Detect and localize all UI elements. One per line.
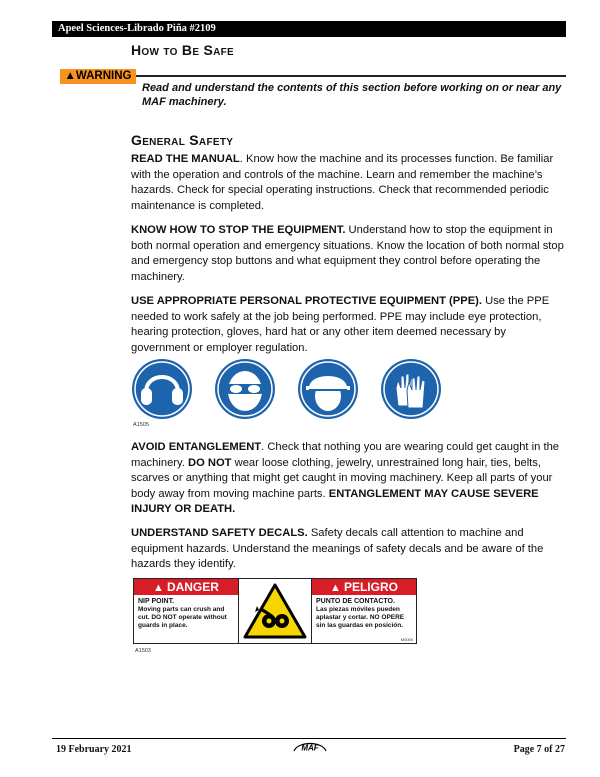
para-stop-equipment	[131, 223, 567, 285]
page-header	[52, 21, 566, 37]
warning-badge	[60, 69, 136, 84]
peligro-header	[312, 579, 416, 595]
decal-spanish	[312, 579, 416, 643]
warning-rule	[136, 75, 566, 77]
para-entanglement	[131, 440, 567, 518]
danger-header	[134, 579, 238, 595]
decal-figure-code: A1503	[135, 648, 151, 654]
maf-logo-text: MAF	[301, 743, 319, 753]
para-body: wear loose clothing, jewelry, unrestrained long hair, ties, belts, scarves or anything that might get caught in moving machinery. Keep all parts of your body away from moving machine parts.	[131, 456, 553, 500]
para-lead: READ THE MANUAL	[131, 153, 240, 165]
peligro-label: PELIGRO	[343, 580, 398, 594]
footer-date: 19 February 2021	[56, 744, 132, 755]
warning-triangle-icon: ▲	[64, 70, 76, 82]
danger-text: Moving parts can crush and cut. DO NOT operate without guards in place.	[138, 606, 227, 629]
warning-text: Read and understand the contents of this section before working on or near any MAF machinery.	[142, 82, 562, 108]
hard-hat-icon	[297, 358, 359, 420]
para-read-manual	[131, 152, 567, 214]
nip-point-hazard-icon	[239, 579, 311, 643]
para-body: Use the PPE needed to work safely at the job being performed. PPE may include eye protection, hearing protection, gloves, hard hat or any other item deemed necessary by government or employer regulation.	[131, 295, 550, 354]
para-body: . Know how the machine and its processes function. Be familiar with the operation and controls of the machine. Learn and remember the machine’s hazards. Check for special operating instructions. Check that recommended periodic maintenance is completed.	[131, 153, 554, 212]
peligro-title: PUNTO DE CONTACTO.	[316, 598, 395, 605]
decal-small-code: M0000	[400, 637, 413, 642]
hearing-protection-icon	[131, 358, 193, 420]
decal-pictogram	[238, 579, 312, 643]
header-title: Apeel Sciences-Librado Piña #2109	[58, 23, 216, 34]
para-body: Safety decals call attention to machine and equipment hazards. Understand the meanings of safety decals and be aware of the hazards they identify.	[131, 527, 544, 570]
general-safety-title: General Safety	[131, 132, 234, 148]
para-lead: AVOID ENTANGLEMENT	[131, 441, 262, 453]
para-lead: USE APPROPRIATE PERSONAL PROTECTIVE EQUIPMENT (PPE).	[131, 295, 483, 307]
danger-title: NIP POINT.	[138, 598, 175, 605]
para-body: . Check that nothing you are wearing could get caught in the machinery.	[131, 441, 560, 469]
danger-triangle-icon: ▲	[153, 582, 164, 594]
danger-label: DANGER	[166, 580, 219, 594]
do-not-text: DO NOT	[188, 456, 232, 469]
gloves-icon	[380, 358, 442, 420]
para-body: Understand how to stop the equipment in both normal operation and emergency situations. Know the location of both normal stop and emergency stop buttons and what equipment they control before operating the machinery.	[131, 224, 564, 283]
ppe-figure-code: A1505	[133, 422, 149, 428]
para-lead: KNOW HOW TO STOP THE EQUIPMENT.	[131, 224, 346, 236]
decal-english	[134, 579, 238, 643]
para-safety-decals	[131, 526, 567, 573]
footer-page-number: Page 7 of 27	[513, 744, 565, 755]
section-title: How to Be Safe	[131, 42, 235, 58]
peligro-triangle-icon: ▲	[330, 582, 341, 594]
eye-protection-icon	[214, 358, 276, 420]
para-lead: UNDERSTAND SAFETY DECALS.	[131, 527, 308, 539]
para-ppe	[131, 294, 567, 356]
entanglement-warning: ENTANGLEMENT MAY CAUSE SEVERE INJURY OR DEATH.	[131, 487, 539, 515]
danger-decal	[133, 578, 417, 644]
maf-logo	[292, 739, 328, 753]
warning-badge-label: WARNING	[75, 70, 132, 82]
peligro-text: Las piezas móviles pueden aplastar y cortar. NO OPERE sin las guardas en posición.	[316, 606, 405, 629]
